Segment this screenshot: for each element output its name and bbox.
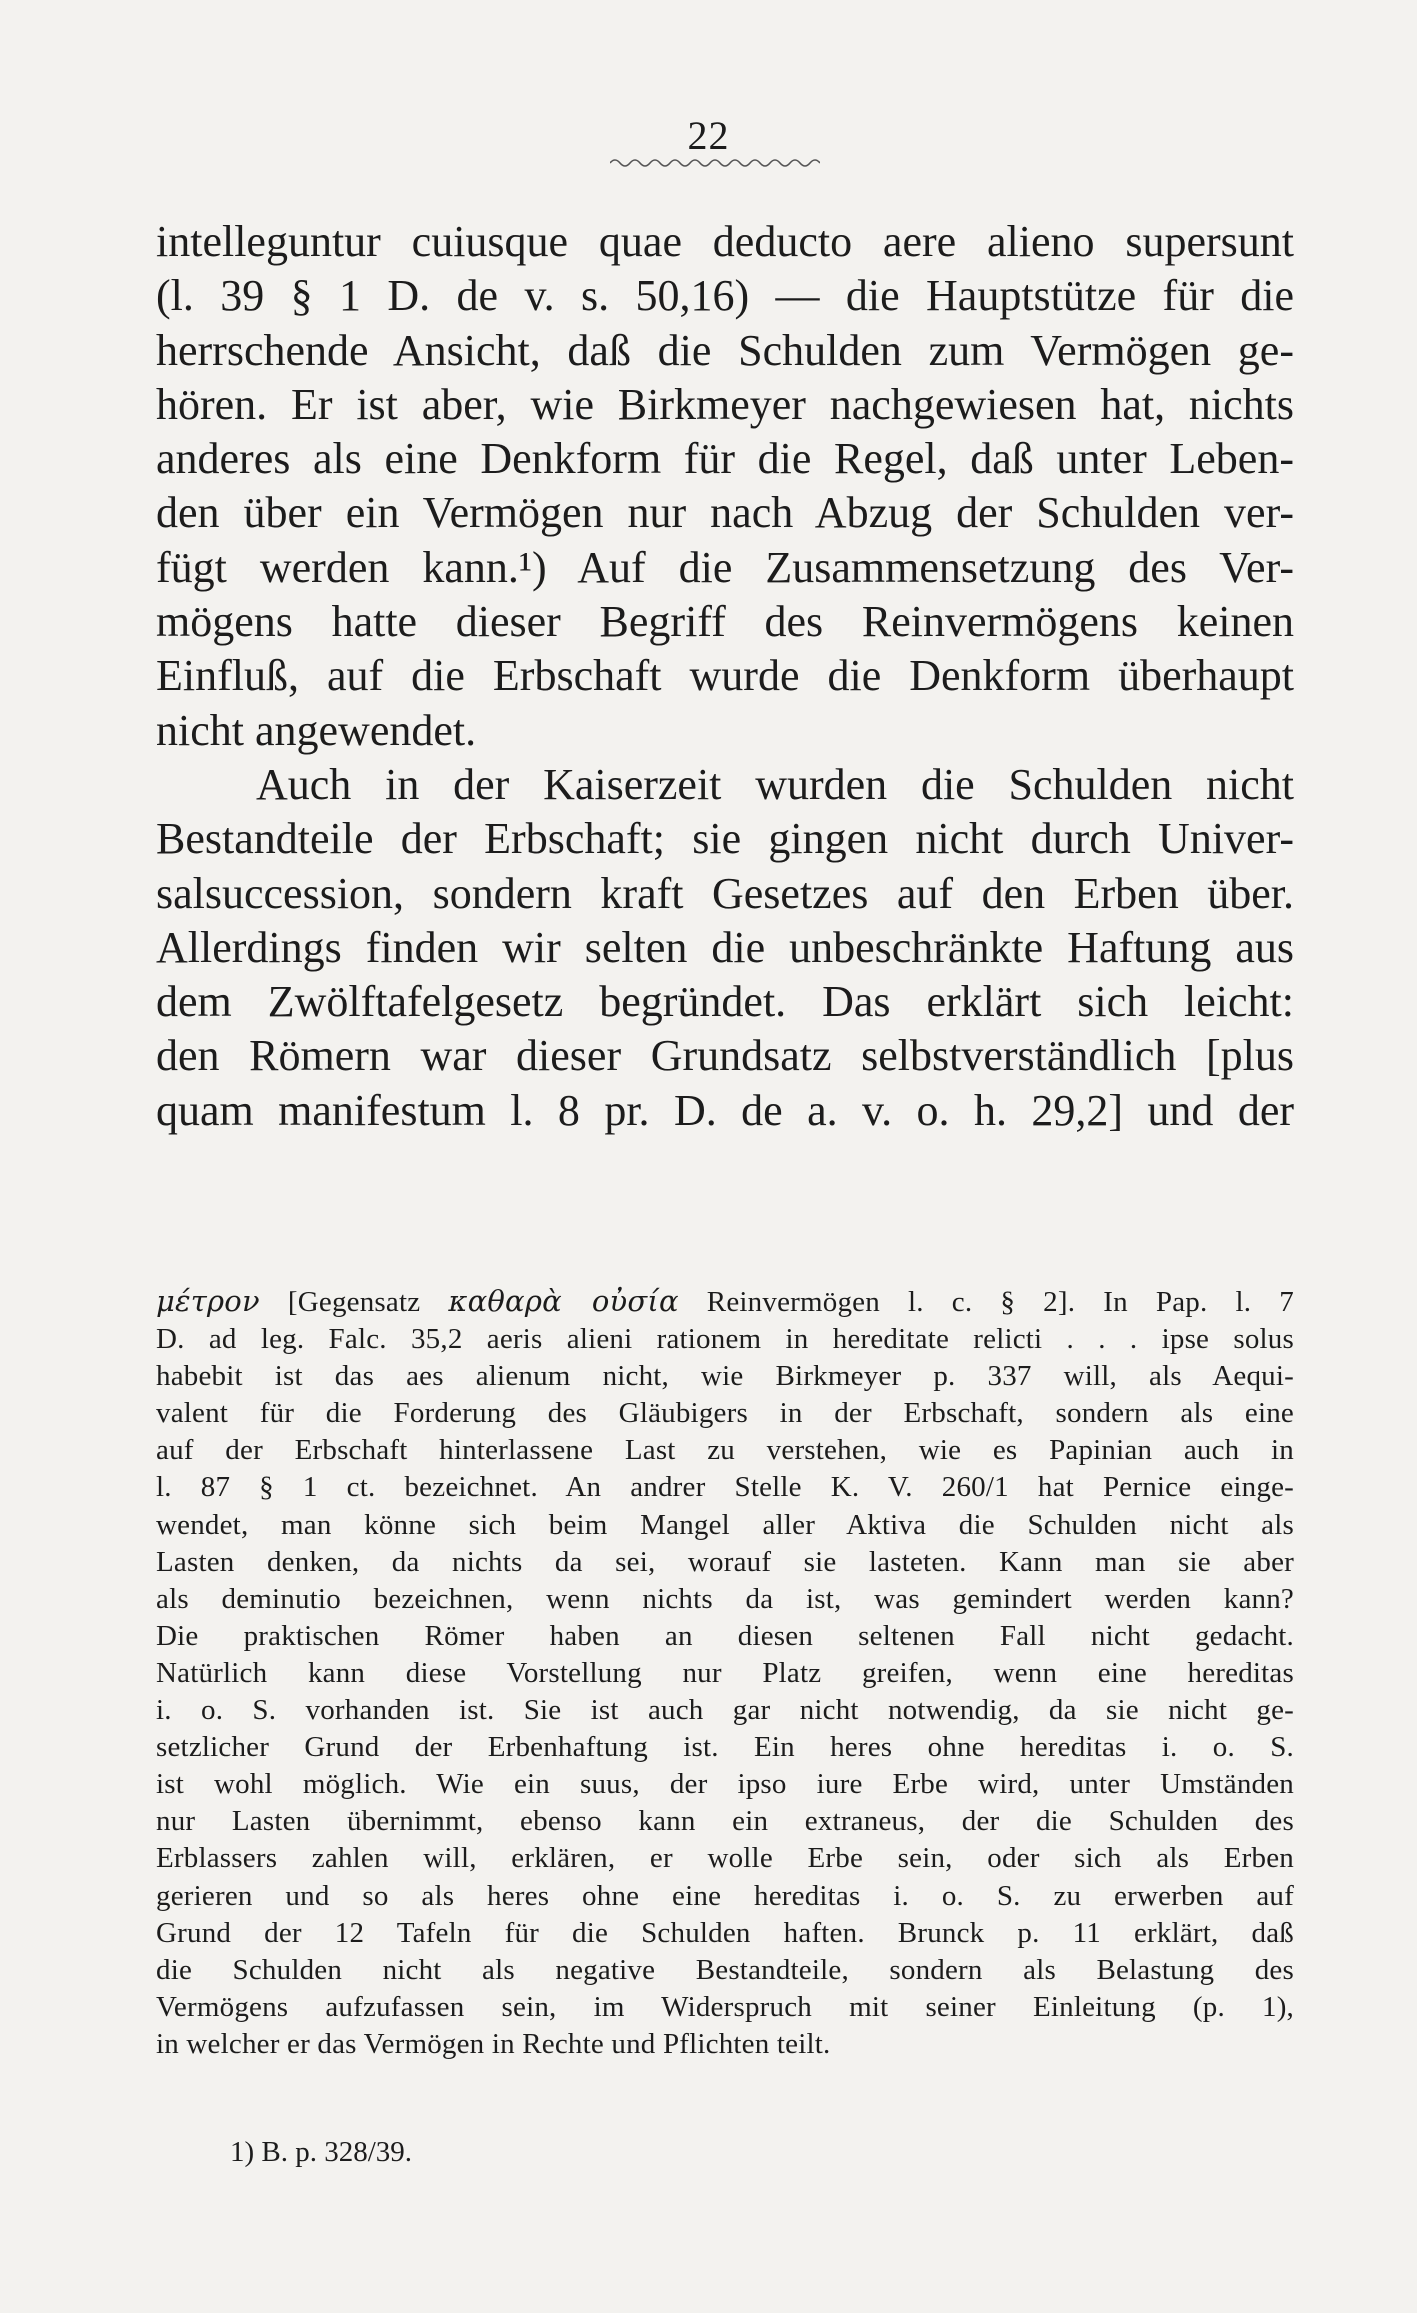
- footnote-first-line: [156, 1283, 1294, 1321]
- text-line: herrschende Ansicht, daß die Schulden zum Vermögen ge-: [156, 325, 1294, 375]
- footnote-line: Erblassers zahlen will, erklären, er wolle Erbe sein, oder sich als Erben: [156, 1842, 1294, 1875]
- footnote-text: [Gegensatz: [259, 1286, 449, 1318]
- text-line: den über ein Vermögen nur nach Abzug der Schulden ver-: [156, 488, 1294, 538]
- footnote-1: 1) B. p. 328/39.: [230, 2136, 413, 2168]
- text-line: nicht angewendet.: [156, 705, 477, 755]
- footnote-line: nur Lasten übernimmt, ebenso kann ein extraneus, der die Schulden des: [156, 1805, 1294, 1838]
- footnote-line: gerieren und so als heres ohne eine hereditas i. o. S. zu erwerben auf: [156, 1879, 1294, 1912]
- text-line: Allerdings finden wir selten die unbeschränkte Haftung aus: [156, 922, 1294, 972]
- text-line: dem Zwölftafelgesetz begründet. Das erklärt sich leicht:: [156, 977, 1294, 1027]
- footnote-line: habebit ist das aes alienum nicht, wie Birkmeyer p. 337 will, als Aequi-: [156, 1360, 1294, 1393]
- text-line: anderes als eine Denkform für die Regel, daß unter Leben-: [156, 434, 1294, 484]
- greek-word: μέτρον: [156, 1284, 260, 1318]
- footnote-line: Natürlich kann diese Vorstellung nur Platz greifen, wenn eine hereditas: [156, 1656, 1294, 1689]
- footnote-line: die Schulden nicht als negative Bestandteile, sondern als Belastung des: [156, 1953, 1294, 1986]
- text-line: Einfluß, auf die Erbschaft wurde die Denkform überhaupt: [156, 651, 1294, 701]
- footnote-line: Lasten denken, da nichts da sei, worauf sie lasteten. Kann man sie aber: [156, 1545, 1294, 1578]
- footnote-line: D. ad leg. Falc. 35,2 aeris alieni rationem in hereditate relicti . . . ipse solus: [156, 1323, 1294, 1356]
- footnote-text: Reinvermögen l. c. § 2]. In Pap. l. 7: [678, 1286, 1294, 1318]
- text-line: quam manifestum l. 8 pr. D. de a. v. o. h. 29,2] und der: [156, 1085, 1294, 1135]
- text-line: salsuccession, sondern kraft Gesetzes auf den Erben über.: [156, 868, 1294, 918]
- footnote-continuation: [156, 1283, 1294, 2063]
- text-line: (l. 39 § 1 D. de v. s. 50,16) — die Hauptstütze für die: [156, 271, 1294, 321]
- text-line: hören. Er ist aber, wie Birkmeyer nachgewiesen hat, nichts: [156, 379, 1294, 429]
- footnote-line: valent für die Forderung des Gläubigers in der Erbschaft, sondern als eine: [156, 1397, 1294, 1430]
- text-line: fügt werden kann.¹) Auf die Zusammensetzung des Ver-: [156, 542, 1294, 592]
- page-number: 22: [687, 113, 730, 158]
- footnote-line: Die praktischen Römer haben an diesen seltenen Fall nicht gedacht.: [156, 1619, 1294, 1652]
- decorative-rule: [610, 156, 820, 170]
- footnote-line: l. 87 § 1 ct. bezeichnet. An andrer Stelle K. V. 260/1 hat Pernice einge-: [156, 1471, 1294, 1504]
- text-line: den Römern war dieser Grundsatz selbstverständlich [plus: [156, 1031, 1294, 1081]
- footnote-line: als deminutio bezeichnen, wenn nichts da ist, was gemindert werden kann?: [156, 1582, 1294, 1615]
- footnote-line: Grund der 12 Tafeln für die Schulden haften. Brunck p. 11 erklärt, daß: [156, 1916, 1294, 1949]
- text-line: intelleguntur cuiusque quae deducto aere alieno supersunt: [156, 217, 1294, 266]
- footnote-line: wendet, man könne sich beim Mangel aller Aktiva die Schulden nicht als: [156, 1508, 1294, 1541]
- footnote-line: i. o. S. vorhanden ist. Sie ist auch gar nicht notwendig, da sie nicht ge-: [156, 1694, 1294, 1727]
- greek-phrase: καθαρὰ οὐσία: [448, 1284, 679, 1318]
- footnote-line: Vermögens aufzufassen sein, im Widerspruch mit seiner Einleitung (p. 1),: [156, 1990, 1294, 2023]
- footnote-line: setzlicher Grund der Erbenhaftung ist. Ein heres ohne hereditas i. o. S.: [156, 1731, 1294, 1764]
- paragraph-start-line: Auch in der Kaiserzeit wurden die Schulden nicht: [256, 759, 1294, 809]
- main-text: [156, 215, 1294, 1138]
- footnote-line: ist wohl möglich. Wie ein suus, der ipso iure Erbe wird, unter Umständen: [156, 1768, 1294, 1801]
- text-line: mögens hatte dieser Begriff des Reinvermögens keinen: [156, 597, 1294, 647]
- footnote-line: auf der Erbschaft hinterlassene Last zu verstehen, wie es Papinian auch in: [156, 1434, 1294, 1467]
- text-line: Bestandteile der Erbschaft; sie gingen nicht durch Univer-: [156, 814, 1294, 864]
- footnote-line: in welcher er das Vermögen in Rechte und Pflichten teilt.: [156, 2027, 831, 2060]
